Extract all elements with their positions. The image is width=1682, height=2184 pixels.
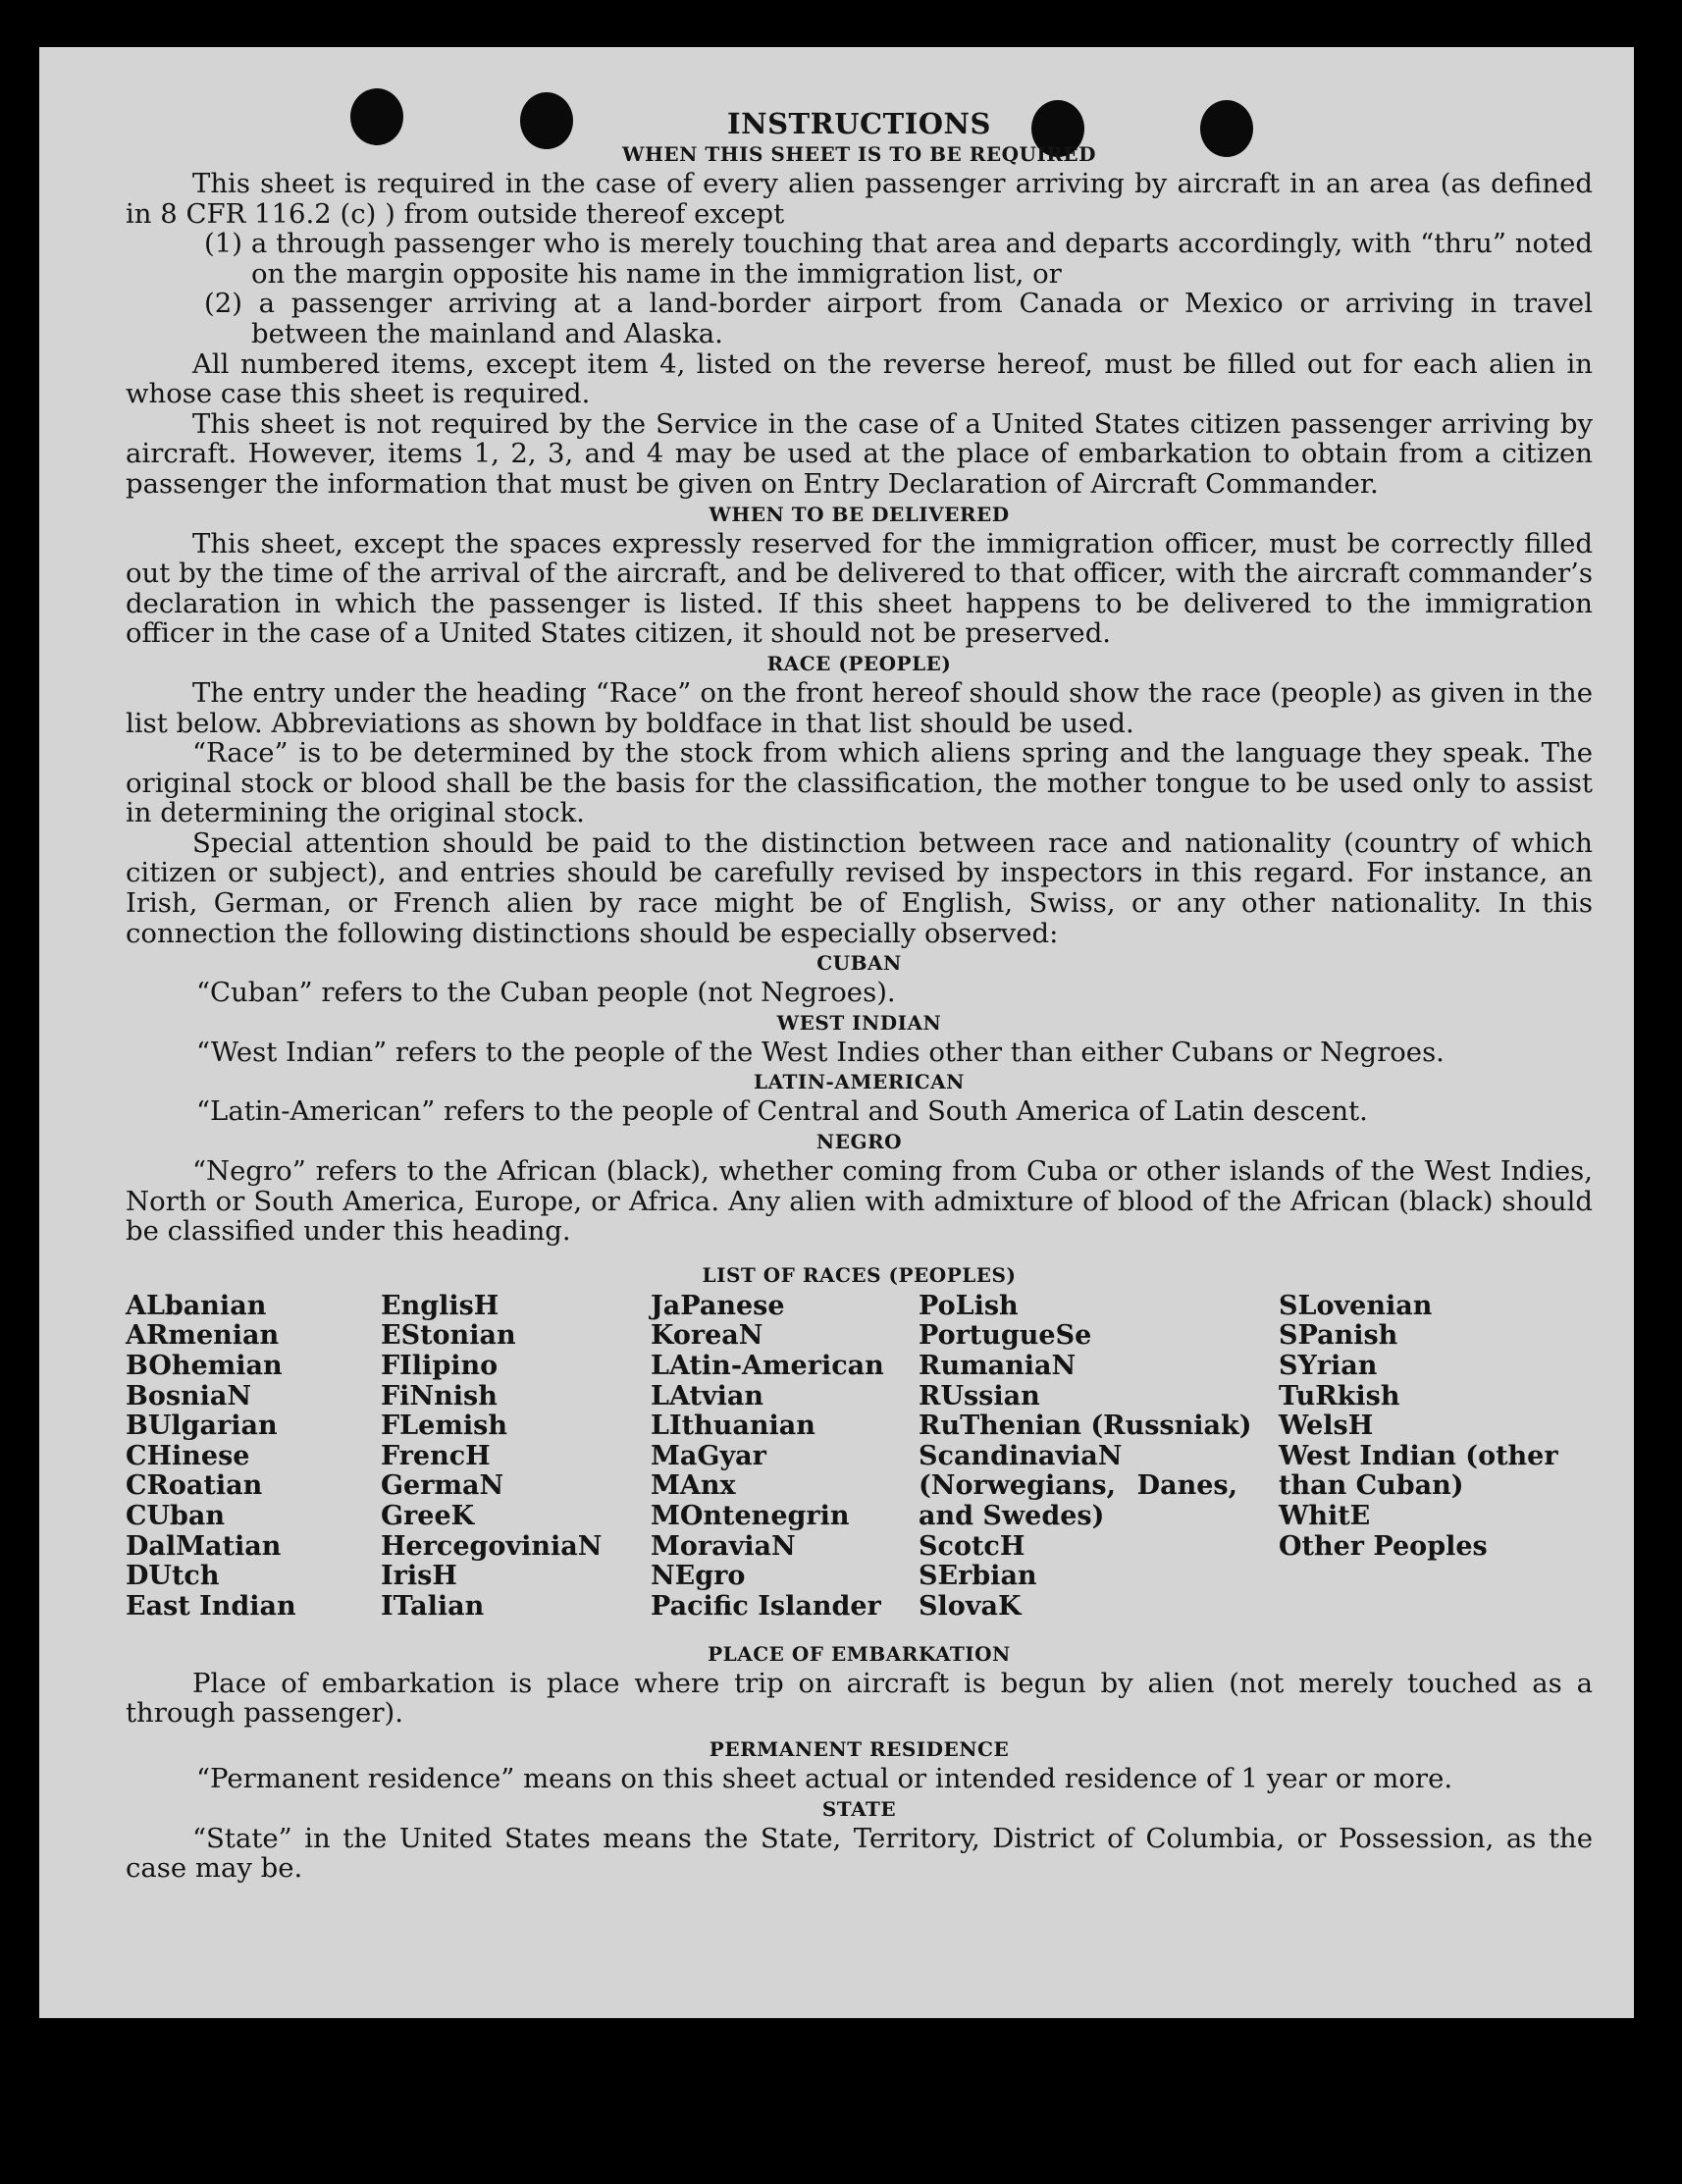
definition: Place of embarkation is place where trip on aircraft is begun by alien (not merely touched as a through passenger). xyxy=(126,1667,1593,1730)
definition: “State” in the United States means the State, Territory, District of Columbia, or Possession, as the case may be. xyxy=(126,1822,1593,1885)
race-entry: MOntenegrin xyxy=(651,1500,850,1531)
races-column-1 xyxy=(126,1292,371,1623)
paragraph: “Race” is to be determined by the stock from which aliens spring and the language they speak. The original stock or blood shall be the basis for the classification, the mother tongue to be used only to assist in determining the original stock. xyxy=(126,737,1593,829)
race-entry: MoraviaN xyxy=(651,1530,796,1562)
definition: “Cuban” refers to the Cuban people (not Negroes). xyxy=(196,977,896,1009)
race-entry: ScandinaviaN (Norwegians, Danes, and Swedes) xyxy=(919,1440,1237,1531)
race-entry: MaGyar xyxy=(651,1440,766,1471)
race-entry: KoreaN xyxy=(651,1320,763,1352)
race-entry: CHinese xyxy=(126,1440,250,1471)
races-column-5 xyxy=(1279,1292,1573,1562)
race-entry: ALbanian xyxy=(126,1290,267,1321)
race-entry: East Indian xyxy=(126,1590,296,1622)
races-column-3 xyxy=(651,1292,906,1623)
list-item: (2) a passenger arriving at a land-border airport from Canada or Mexico or arriving in travel between the mainland and Alaska. xyxy=(204,288,1593,349)
section-title-delivered: WHEN TO BE DELIVERED xyxy=(709,502,1010,526)
race-entry: LAtin-American xyxy=(651,1351,884,1381)
definition: “West Indian” refers to the people of the West Indies other than either Cubans or Negroes. xyxy=(196,1036,1445,1068)
race-entry: JaPanese xyxy=(651,1290,785,1321)
race-entry: FiNnish xyxy=(381,1380,498,1412)
race-entry: RuThenian (Russniak) xyxy=(919,1411,1252,1442)
race-entry: ARmenian xyxy=(126,1320,280,1352)
race-entry: EStonian xyxy=(381,1320,516,1352)
race-entry: SPanish xyxy=(1279,1320,1398,1352)
race-entry: SlovaK xyxy=(919,1590,1022,1622)
races-list xyxy=(126,1290,1593,1639)
race-entry: WhitE xyxy=(1279,1500,1371,1531)
definition: “Permanent residence” means on this sheet actual or intended residence of 1 year or more. xyxy=(196,1763,1453,1794)
list-item: (1) a through passenger who is merely touching that area and departs accordingly, with “thru” noted on the margin opposite his name in the immigration list, or xyxy=(204,228,1593,290)
races-column-4 xyxy=(919,1290,1252,1623)
race-entry: MAnx xyxy=(651,1470,736,1502)
race-entry: ScotcH xyxy=(919,1530,1025,1562)
race-entry: PoLish xyxy=(919,1290,1019,1321)
paragraph: All numbered items, except item 4, listed on the reverse hereof, must be filled out for each alien in whose case this sheet is required. xyxy=(126,347,1593,410)
section-title-required: WHEN THIS SHEET IS TO BE REQUIRED xyxy=(622,142,1096,166)
paragraph: Special attention should be paid to the distinction between race and nationality (country of which citizen or subject), and entries should be carefully revised by inspectors in this regard. For instance, an Irish, German, or French alien by race might be of English, Swiss, or any other nationality. In this connection the following distinctions should be especially observed: xyxy=(126,826,1593,949)
section-title-west-indian: WEST INDIAN xyxy=(776,1010,942,1035)
document-sheet xyxy=(39,47,1634,2018)
race-entry: BosniaN xyxy=(126,1380,252,1412)
paragraph: This sheet, except the spaces expressly reserved for the immigration officer, must be correctly filled out by the time of the arrival of the aircraft, and be delivered to that officer, with the aircraft commander’s declaration in which the passenger is listed. If this sheet happens to be delivered to the immigration officer in the case of a United States citizen, it should not be preserved. xyxy=(126,527,1593,650)
race-entry: SYrian xyxy=(1279,1351,1378,1381)
section-title-state: STATE xyxy=(821,1796,897,1821)
races-column-2 xyxy=(381,1292,636,1623)
race-entry: SErbian xyxy=(919,1561,1037,1592)
section-title-races-list: LIST OF RACES (PEOPLES) xyxy=(702,1262,1017,1287)
race-entry: CUban xyxy=(126,1500,226,1531)
race-entry: LIthuanian xyxy=(651,1411,815,1442)
race-entry: FIlipino xyxy=(381,1351,499,1381)
race-entry: BOhemian xyxy=(126,1351,283,1381)
race-entry: FLemish xyxy=(381,1411,507,1442)
paragraph: The entry under the heading “Race” on the front hereof should show the race (people) as given in the list below. Abbreviations as shown by boldface in that list should be used. xyxy=(126,676,1593,739)
race-entry: West Indian (other than Cuban) xyxy=(1279,1440,1558,1502)
race-entry: NEgro xyxy=(651,1561,746,1592)
definition: “Latin-American” refers to the people of Central and South America of Latin descent. xyxy=(196,1095,1368,1128)
page-title: INSTRUCTIONS xyxy=(727,107,991,140)
paragraph: This sheet is not required by the Service in the case of a United States citizen passenger arriving by aircraft. However, items 1, 2, 3, and 4 may be used at the place of embarkation to obtain from a citizen passenger the information that must be given on Entry Declaration of Aircraft Commander. xyxy=(126,407,1593,500)
section-title-latin-american: LATIN-AMERICAN xyxy=(754,1070,965,1094)
race-entry: RUssian xyxy=(919,1380,1040,1412)
race-entry: BUlgarian xyxy=(126,1411,278,1442)
paragraph: This sheet is required in the case of every alien passenger arriving by aircraft in an area (as defined in 8 CFR 116.2 (c) ) from outside thereof except xyxy=(126,168,1593,230)
race-entry: HercegoviniaN xyxy=(381,1530,603,1562)
race-entry: GreeK xyxy=(381,1500,475,1531)
race-entry: DUtch xyxy=(126,1561,220,1592)
section-title-negro: NEGRO xyxy=(815,1130,903,1154)
race-entry: ITalian xyxy=(381,1590,485,1622)
race-entry: IrisH xyxy=(381,1561,457,1592)
instructions-body xyxy=(126,108,1593,1884)
race-entry: CRoatian xyxy=(126,1470,263,1502)
race-entry: SLovenian xyxy=(1279,1290,1433,1321)
definition: “Negro” refers to the African (black), whether coming from Cuba or other islands of the West Indies, North or South America, Europe, or Africa. Any alien with admixture of blood of the African (black) should be classified under this heading. xyxy=(126,1155,1593,1248)
race-entry: WelsH xyxy=(1279,1411,1374,1442)
race-entry: Pacific Islander xyxy=(651,1590,881,1622)
race-entry: EnglisH xyxy=(381,1290,499,1321)
race-entry: DalMatian xyxy=(126,1530,282,1562)
race-entry: TuRkish xyxy=(1279,1380,1400,1412)
section-title-embarkation: PLACE OF EMBARKATION xyxy=(708,1641,1011,1666)
race-entry: Other Peoples xyxy=(1279,1530,1488,1562)
section-title-permanent-residence: PERMANENT RESIDENCE xyxy=(709,1737,1010,1761)
race-entry: FrencH xyxy=(381,1440,491,1471)
race-entry: LAtvian xyxy=(651,1380,764,1412)
race-entry: RumaniaN xyxy=(919,1351,1077,1381)
race-entry: PortugueSe xyxy=(919,1320,1092,1352)
race-entry: GermaN xyxy=(381,1470,504,1502)
section-title-cuban: CUBAN xyxy=(816,951,902,976)
section-title-race: RACE (PEOPLE) xyxy=(766,651,952,675)
